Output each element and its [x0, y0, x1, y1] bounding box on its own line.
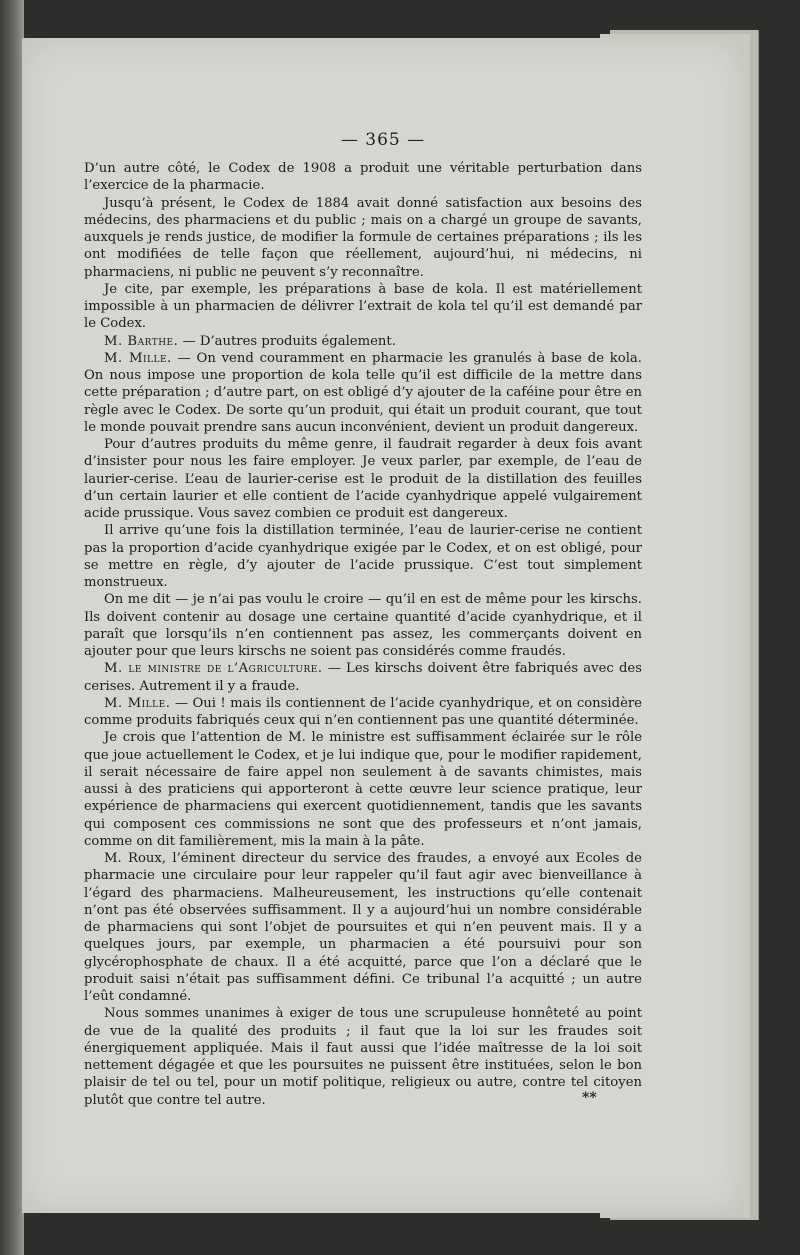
paragraph — [84, 436, 642, 522]
paragraph — [84, 1005, 642, 1109]
paragraph — [84, 281, 642, 333]
paragraph-text: Nous sommes unanimes à exiger de tous une scrupuleuse honnêteté au point de vue de la qualité des produits ; il faut que la loi sur les fraudes soit énergiquement appliquée. Mais il faut aussi que l’idée maîtresse de la loi soit nettement dégagée et que les poursuites ne puissent être instituées, selon le bon plaisir de tel ou tel, pour un motif politique, religieux ou autre, contre tel citoyen plutôt que contre tel autre. — [84, 1006, 642, 1108]
paragraph — [84, 160, 642, 195]
book-spine — [0, 0, 24, 1255]
paragraph — [84, 729, 642, 850]
speaker-name: M. Mille. — [104, 695, 171, 711]
paragraph — [84, 195, 642, 281]
paragraph-text: — Oui ! mais ils contiennent de l’acide cyanhydrique, et on considère comme produits fabriqués ceux qui n’en contiennent pas une quantité déterminée. — [84, 695, 642, 728]
speaker-name: M. Barthe. — [104, 333, 179, 349]
paragraph — [84, 695, 642, 730]
paragraph — [84, 350, 642, 436]
body-text — [84, 160, 642, 1109]
paragraph-text: M. Roux, l’éminent directeur du service des fraudes, a envoyé aux Ecoles de pharmacie une circulaire pour leur rappeler qu’il faut agir avec bienveillance à l’égard des pharmaciens. Malheureusement, les instructions qu’elle contenait n’ont pas été observées suffisamment. Il y a aujourd’hui un nombre considérable de pharmaciens qui sont l’objet de poursuites et qui n’en peuvent mais. Il y a quelques jours, par exemple, un pharmacien a été poursuivi pour son glycérophosphate de chaux. Il a été acquitté, parce que l’on a déclaré que le produit saisi n’était pas suffisamment défini. Ce tribunal l’a acquitté ; un autre l’eût condamné. — [84, 851, 642, 1004]
paragraph — [84, 333, 642, 350]
paragraph-text: Il arrive qu’une fois la distillation terminée, l’eau de laurier-cerise ne contient pas la proportion d’acide cyanhydrique exigée par le Codex, et on est obligé, pour se mettre en règle, d’y ajouter de l’acide prussique. C’est tout simplement monstrueux. — [84, 523, 642, 590]
paragraph-text: — D’autres produits également. — [178, 333, 396, 349]
paragraph-text: On me dit — je n’ai pas voulu le croire — qu’il en est de même pour les kirschs. Ils doivent contenir au dosage une certaine quantité d’acide cyanhydrique, et il paraît que lorsqu’ils n’en contiennent pas assez, les commerçants doivent en ajouter pour que leurs kirschs ne soient pas considérés comme fraudés. — [84, 592, 642, 659]
paragraph-text: Pour d’autres produits du même genre, il faudrait regarder à deux fois avant d’insister pour nous les faire employer. Je veux parler, par exemple, de l’eau de laurier-cerise. L’eau de laurier-cerise est le produit de la distillation des feuilles d’un certain laurier et elle contient de l’acide cyanhydrique appelé vulgairement acide prussique. Vous savez combien ce produit est dangereux. — [84, 437, 642, 521]
paragraph-text: — On vend couramment en pharmacie les granulés à base de kola. On nous impose une proportion de kola telle qu’il est difficile de la mettre dans cette préparation ; d’autre part, on est obligé d’y ajouter de la caféine pour être en règle avec le Codex. De sorte qu’un produit, qui était un produit courant, que tout le monde pouvait prendre sans aucun inconvénient, devient un produit dangereux. — [84, 350, 642, 435]
paragraph-text: Je cite, par exemple, les préparations à base de kola. Il est matériellement impossible à un pharmacien de délivrer l’extrait de kola tel qu’il est demandé par le Codex. — [84, 281, 642, 332]
speaker-name: M. Mille. — [104, 350, 172, 366]
paragraph-text: D’un autre côté, le Codex de 1908 a produit une véritable perturbation dans l’exercice de la pharmacie. — [84, 161, 642, 194]
document-page — [22, 38, 744, 1213]
paragraph-text: Je crois que l’attention de M. le ministre est suffisamment éclairée sur le rôle que joue actuellement le Codex, et je lui indique que, pour le modifier rapidement, il serait nécessaire de faire appel non seulement à de savants chimistes, mais aussi à des praticiens qui apporteront à cette œuvre leur science pratique, leur expérience de pharmaciens qui exercent quotidiennement, tandis que les savants qui composent ces commissions ne sont que des professeurs et n’ont jamais, comme on dit familièrement, mis la main à la pâte. — [84, 730, 642, 849]
paragraph-text: — Les kirschs doivent être fabriqués avec des cerises. Autrement il y a fraude. — [84, 661, 642, 694]
page-number: — 365 — — [340, 130, 426, 150]
paragraph — [84, 850, 642, 1005]
paragraph-text: Jusqu’à présent, le Codex de 1884 avait donné satisfaction aux besoins des médecins, des pharmaciens et du public ; mais on a chargé un groupe de savants, auxquels je rends justice, de modifier la formule de certaines préparations ; ils les ont modifiées de telle façon que réellement, aujourd’hui, ni médecins, ni pharmaciens, ni public ne peuvent s’y reconnaître. — [84, 195, 642, 280]
paragraph — [84, 522, 642, 591]
end-mark: ** — [582, 1090, 597, 1106]
paragraph — [84, 591, 642, 660]
paragraph — [84, 660, 642, 695]
speaker-name: M. le ministre de l’Agriculture. — [104, 661, 323, 677]
